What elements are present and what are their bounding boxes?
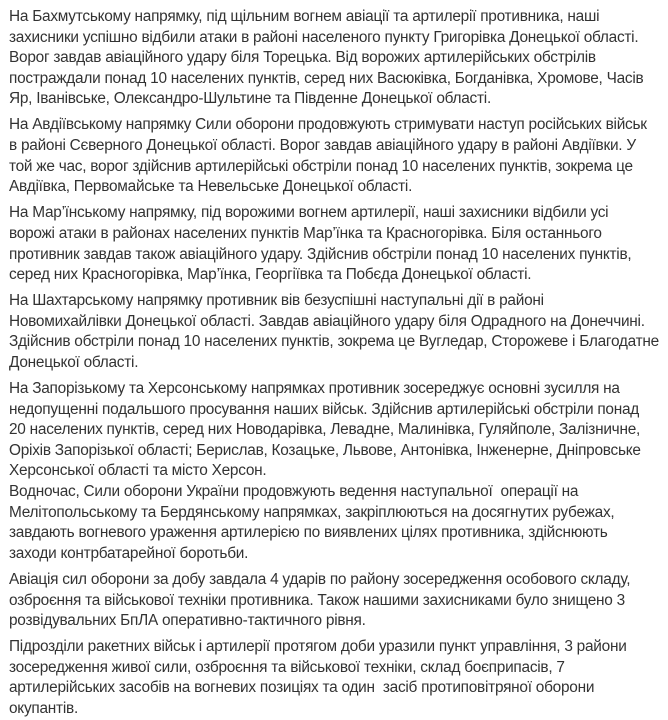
text-line: Водночас, Сили оборони України продовжують ведення наступальної операції на <box>9 483 579 501</box>
paragraph-missile-artillery-strikes <box>9 637 662 719</box>
text-line: той же час, ворог здійснив артилерійські обстріли понад 10 населених пунктів, зокрема це <box>9 157 633 175</box>
text-line: зосередження живої сили, озброєння та військової техніки, склад боєприпасів, 7 <box>9 658 565 676</box>
text-line: Мелітопольському та Бердянському напрямках, закріплюються на досягнутих рубежах, <box>9 503 615 521</box>
text-line: Новомихайлівки Донецької області. Завдав авіаційного удару біля Одрадного на Донеччині. <box>9 312 645 330</box>
text-line: постраждали понад 10 населених пунктів, серед них Васюківка, Богданівка, Хромове, Часів <box>9 69 644 87</box>
text-line: противник завдав також авіаційного удару. Здійснив обстріли понад 10 населених пунктів, <box>9 245 632 263</box>
text-line: ворожі атаки в районах населених пунктів Мар’їнка та Красногорівка. Біля останнього <box>9 224 602 242</box>
text-line: 20 населених пунктів, серед них Новодарівка, Левадне, Малинівка, Гуляйполе, Залізничне, <box>9 421 641 439</box>
text-line: Авдіївка, Первомайське та Невельське Донецької області. <box>9 178 413 196</box>
paragraph-bakhmut-direction <box>9 7 662 110</box>
text-line: Ворог завдав авіаційного удару біля Торецька. Від ворожих артилерійських обстрілів <box>9 49 596 67</box>
paragraph-zaporizhzhia-kherson-direction <box>9 379 662 482</box>
text-line: На Запорізькому та Херсонському напрямках противник зосереджує основні зусилля на <box>9 380 620 398</box>
text-line: Херсонської області та місто Херсон. <box>9 462 267 480</box>
text-line: На Бахмутському напрямку, під щільним вогнем авіації та артилерії противника, наші <box>9 8 600 25</box>
text-line: Підрозділи ракетних військ і артилерії протягом доби уразили пункт управління, 3 райони <box>9 638 627 656</box>
text-line: в районі Сєверного Донецької області. Ворог завдав авіаційного удару в районі Авдіївки. У <box>9 137 636 155</box>
text-line: заходи контрбатарейної боротьби. <box>9 544 249 562</box>
text-line: На Мар’їнському напрямку, під ворожими вогнем артилерії, наші захисники відбили усі <box>9 204 609 222</box>
text-line: Яр, Іванівське, Олександро-Шультине та Південне Донецької області. <box>9 90 491 108</box>
text-line: Авіація сил оборони за добу завдала 4 ударів по району зосередження особового складу, <box>9 570 631 588</box>
text-line: артилерійських засобів на вогневих позиціях та один засіб протиповітряної оборони <box>9 679 595 697</box>
text-line: розвідувальних БпЛА оперативно-тактичного рівня. <box>9 612 366 630</box>
paragraph-marinka-direction <box>9 203 662 285</box>
text-line: завдають вогневого ураження артилерією по виявлених цілях противника, здійснюють <box>9 524 608 542</box>
text-line: окупантів. <box>9 700 78 717</box>
text-line: серед них Красногорівка, Мар’їнка, Георгіївка та Побєда Донецької області. <box>9 266 532 284</box>
text-line: Здійснив обстріли понад 10 населених пунктів, зокрема це Вугледар, Сторожеве і Благодатне <box>9 333 659 351</box>
paragraph-aviation-strikes <box>9 570 662 632</box>
text-line: Оріхів Запорізької області; Берислав, Козацьке, Львове, Антонівка, Інженерне, Дніпровське <box>9 441 641 459</box>
text-line: На Шахтарському напрямку противник вів безуспішні наступальні дії в районі <box>9 292 544 310</box>
text-line: недопущенні подальшого просування наших військ. Здійснив артилерійські обстріли понад <box>9 400 640 418</box>
paragraph-melitopol-berdiansk-direction <box>9 482 662 564</box>
text-line: На Авдіївському напрямку Сили оборони продовжують стримувати наступ російських військ <box>9 116 647 134</box>
text-line: озброєння та військової техніки противника. Також нашими захисниками було знищено 3 <box>9 591 625 609</box>
text-line: захисники успішно відбили атаки в районі населеного пункту Григорівка Донецької області. <box>9 28 639 46</box>
paragraph-shakhtarsk-direction <box>9 291 662 373</box>
text-line: Донецької області. <box>9 354 139 371</box>
paragraph-avdiivka-direction <box>9 115 662 197</box>
